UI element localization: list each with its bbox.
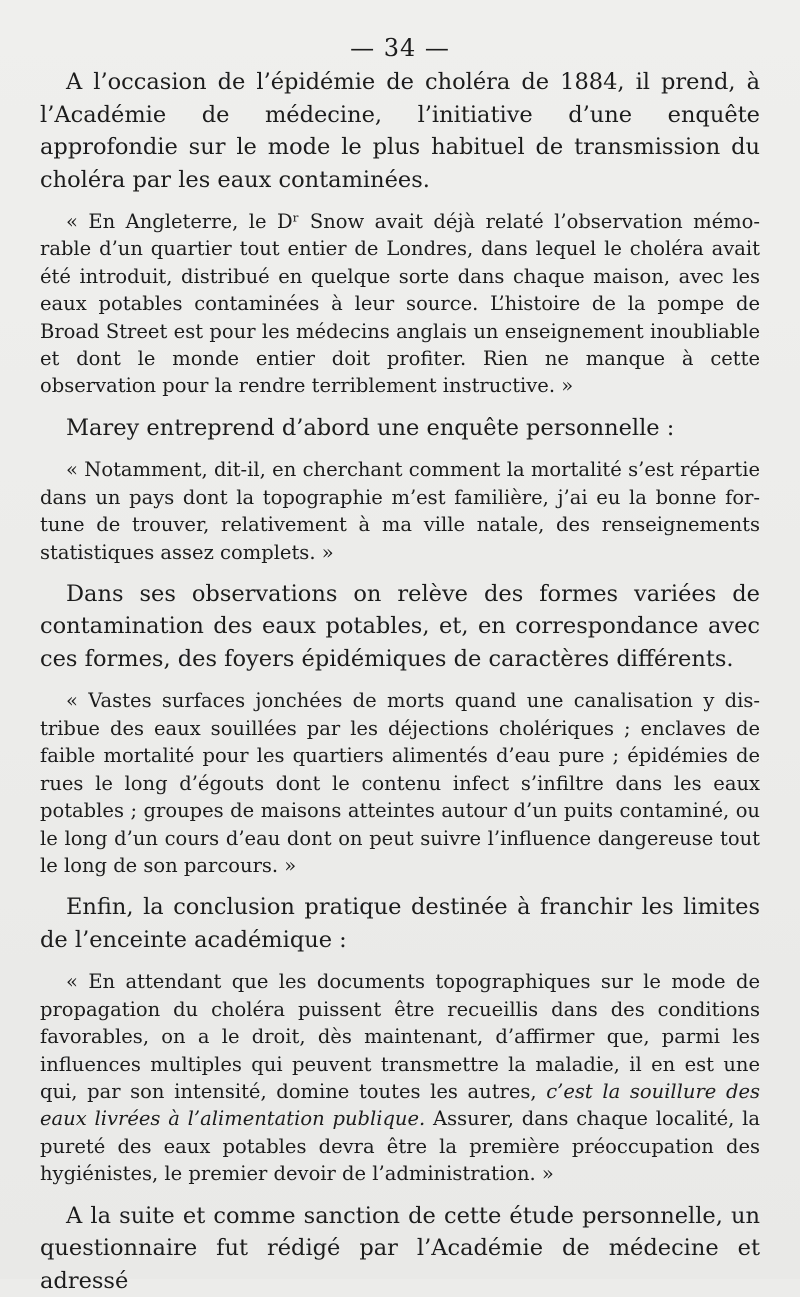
page-number: — 34 — <box>350 34 450 62</box>
quote-text: « En Angleterre, le Dʳ Snow avait déjà relaté l’observation mémorable d’un quartier tout entier de Londres, dans lequel le choléra avait été introduit, distribué en quelque sorte dans chaque maison, avec les eaux potables contaminées à leur source. L’histoire de la pompe de Broad Street est pour les médecins anglais un enseignement inoubliable et dont le monde entier doit profiter. Rien ne manque à cette observation pour la rendre terriblement instructive. » <box>40 210 760 398</box>
paragraph-cholera-1884: A l’occasion de l’épidémie de choléra de 1884, il prend, à l’Académie de médecine, l’initiative d’une enquête approfondie sur le mode le plus habituel de transmission du choléra par les eaux contaminées. <box>40 69 760 193</box>
paragraph-observations: Dans ses observations on relève des formes variées de contamination des eaux potables, et, en correspondance avec ces formes, des foyers épidémiques de caractères différents. <box>40 580 760 672</box>
quote-snow-london <box>40 208 760 400</box>
paragraph-conclusion: Enfin, la conclusion pratique destinée à franchir les limites de l’enceinte académique : <box>40 894 760 953</box>
quote-text-before: « En attendant que les documents topographiques sur le mode de propagation du choléra puissent être recueillis dans des conditions favorables, on a le droit, dès maintenant, d’affirmer que, parmi les influences multiples qui peuvent transmettre la maladie, il en est une qui, par son intensité, domine toutes les autres, <box>40 970 760 1103</box>
quote-text-after: Assurer, dans chaque localité, la pureté des eaux potables devra être la première préoccupation des hygiénistes, le premier devoir de l’administration. » <box>40 1107 760 1186</box>
quote-text: « Vastes surfaces jonchées de morts quand une canalisation y distribue des eaux souillées par les déjections cholériques ; enclaves de faible mortalité pour les quartiers alimentés d’eau pure ; épidémies de rues le long d’égouts dont le contenu infect s’infiltre dans les eaux potables ; groupes de maisons atteintes autour d’un puits contaminé, ou le long d’un cours d’eau dont on peut suivre l’influence dangereuse tout le long de son parcours. » <box>40 689 760 877</box>
quote-attendant <box>40 968 760 1187</box>
quote-ville-natale <box>40 456 760 566</box>
quote-text: « Notamment, dit-il, en cherchant comment la mortalité s’est répartie dans un pays dont la topographie m’est familière, j’ai eu la bonne fortune de trouver, relativement à ma ville natale, des renseignements statistiques assez complets. » <box>40 458 760 564</box>
paragraph-marey-enquete: Marey entreprend d’abord une enquête personnelle : <box>66 414 675 441</box>
paragraph-questionnaire: A la suite et comme sanction de cette étude personnelle, un questionnaire fut rédigé par l’Académie de médecine et adressé <box>40 1202 760 1294</box>
quote-vastes-surfaces <box>40 687 760 879</box>
quote-emphasis: c’est la souillure des eaux livrées à l’alimentation publique. <box>40 1079 760 1131</box>
